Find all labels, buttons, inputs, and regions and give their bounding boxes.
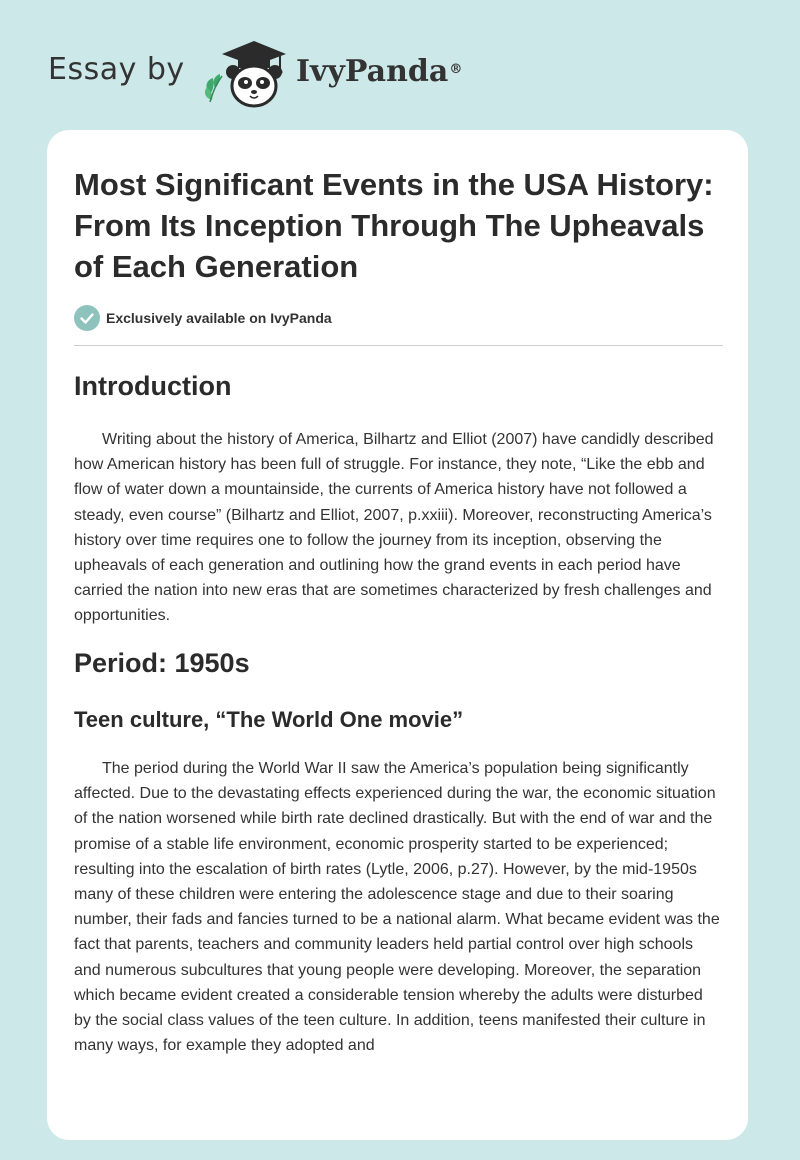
subsection-heading-teen-culture: Teen culture, “The World One movie” [74,707,464,732]
essay-card [47,130,748,1140]
exclusive-badge [74,305,332,331]
essay-by-label: Essay by [48,52,185,87]
panda-graduate-icon [200,36,292,110]
title-divider [74,345,723,346]
paragraph-teen-culture: The period during the World War II saw the America’s population being significantly affected. Due to the devastating effects experienced during the war, the economic situation of the nation worsened while birth rate declined drastically. But with the end of war and the promise of a stable life environment, economic prosperity started to be experienced; resulting into the escalation of birth rates (Lytle, 2006, p.27). However, by the mid-1950s many of these children were entering the adolescence stage and due to their soaring number, their fads and fancies turned to be a national alarm. What became evident was the fact that parents, teachers and community leaders held partial control over high schools and numerous subcultures that young people were developing. Moreover, the separation which became evident created a considerable tension whereby the adults were disturbed by the social class values of the teen culture. In addition, teens manifested their culture in many ways, for example they adopted and [74,760,720,1055]
registered-mark: ® [449,62,463,77]
section-heading-period-1950s: Period: 1950s [74,648,250,678]
brand-name[interactable] [296,52,462,92]
paragraph-introduction: Writing about the history of America, Bilhartz and Elliot (2007) have candidly described how American history has been full of struggle. For instance, they note, “Like the ebb and flow of water down a mountainside, the currents of America history have not followed a steady, even course” (Bilhartz and Elliot, 2007, p.xxiii). Moreover, reconstructing America’s history over time requires one to follow the journey from its inception, observing the upheavals of each generation and outlining how the grand events in each period have carried the nation into new eras that are sometimes characterized by fresh challenges and opportunities. [74,431,714,625]
exclusive-badge-label: Exclusively available on IvyPanda [106,310,332,326]
site-header [0,0,800,130]
check-circle-icon [74,305,100,331]
brand-name-text: IvyPanda [296,54,449,89]
essay-title: Most Significant Events in the USA History: From Its Inception Through The Upheavals of Each Generation [74,167,714,284]
section-heading-introduction: Introduction [74,371,232,401]
